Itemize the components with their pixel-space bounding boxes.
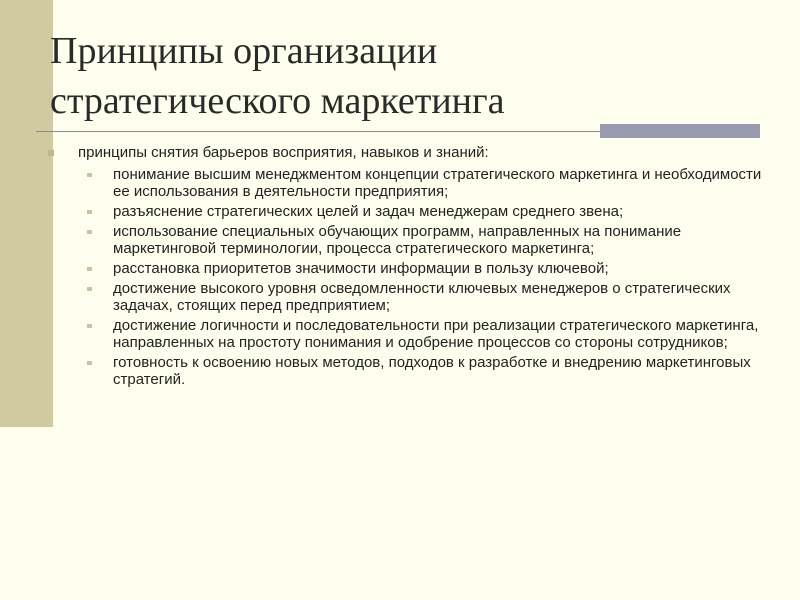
- sub-bullet-item: [113, 354, 768, 388]
- bullet-icon: [87, 287, 92, 291]
- sub-bullet-text: достижение высокого уровня осведомленности ключевых менеджеров о стратегических задачах, стоящих перед предприятием;: [113, 280, 731, 314]
- title-accent-bar: [600, 124, 760, 138]
- bullet-icon: [87, 210, 92, 214]
- title-divider-line: [36, 131, 600, 132]
- sub-bullet-item: [113, 223, 768, 257]
- slide-title-line-2: стратегического маркетинга: [50, 80, 505, 122]
- sub-bullet-list: [48, 166, 768, 388]
- slide-title: [50, 26, 770, 126]
- bullet-icon: [87, 230, 92, 234]
- slide-title-line-1: Принципы организации: [50, 30, 438, 72]
- sub-bullet-item: [113, 166, 768, 200]
- sub-bullet-item: [113, 280, 768, 314]
- slide-content: [48, 143, 768, 391]
- sub-bullet-text: расстановка приоритетов значимости информации в пользу ключевой;: [113, 260, 609, 277]
- main-bullet-item: [48, 143, 768, 162]
- sub-bullet-item: [113, 317, 768, 351]
- sub-bullet-item: [113, 203, 768, 220]
- sub-bullet-text: разъяснение стратегических целей и задач менеджерам среднего звена;: [113, 203, 624, 220]
- sub-bullet-text: использование специальных обучающих программ, направленных на понимание маркетинговой терминологии, процесса стратегического маркетинга;: [113, 223, 682, 257]
- sub-bullet-text: понимание высшим менеджментом концепции стратегического маркетинга и необходимости ее использования в деятельности предприятия;: [113, 166, 762, 200]
- bullet-icon: [87, 361, 92, 365]
- main-bullet-text: принципы снятия барьеров восприятия, навыков и знаний:: [78, 144, 489, 161]
- left-decor-band: [0, 0, 53, 427]
- sub-bullet-text: готовность к освоению новых методов, подходов к разработке и внедрению маркетинговых стратегий.: [113, 354, 751, 388]
- sub-bullet-text: достижение логичности и последовательности при реализации стратегического маркетинга, направленных на простоту понимания и одобрение процессов со стороны сотрудников;: [113, 317, 759, 351]
- bullet-icon: [87, 267, 92, 271]
- bullet-icon: [87, 173, 92, 177]
- square-bullet-icon: [48, 150, 54, 156]
- bullet-icon: [87, 324, 92, 328]
- sub-bullet-item: [113, 260, 768, 277]
